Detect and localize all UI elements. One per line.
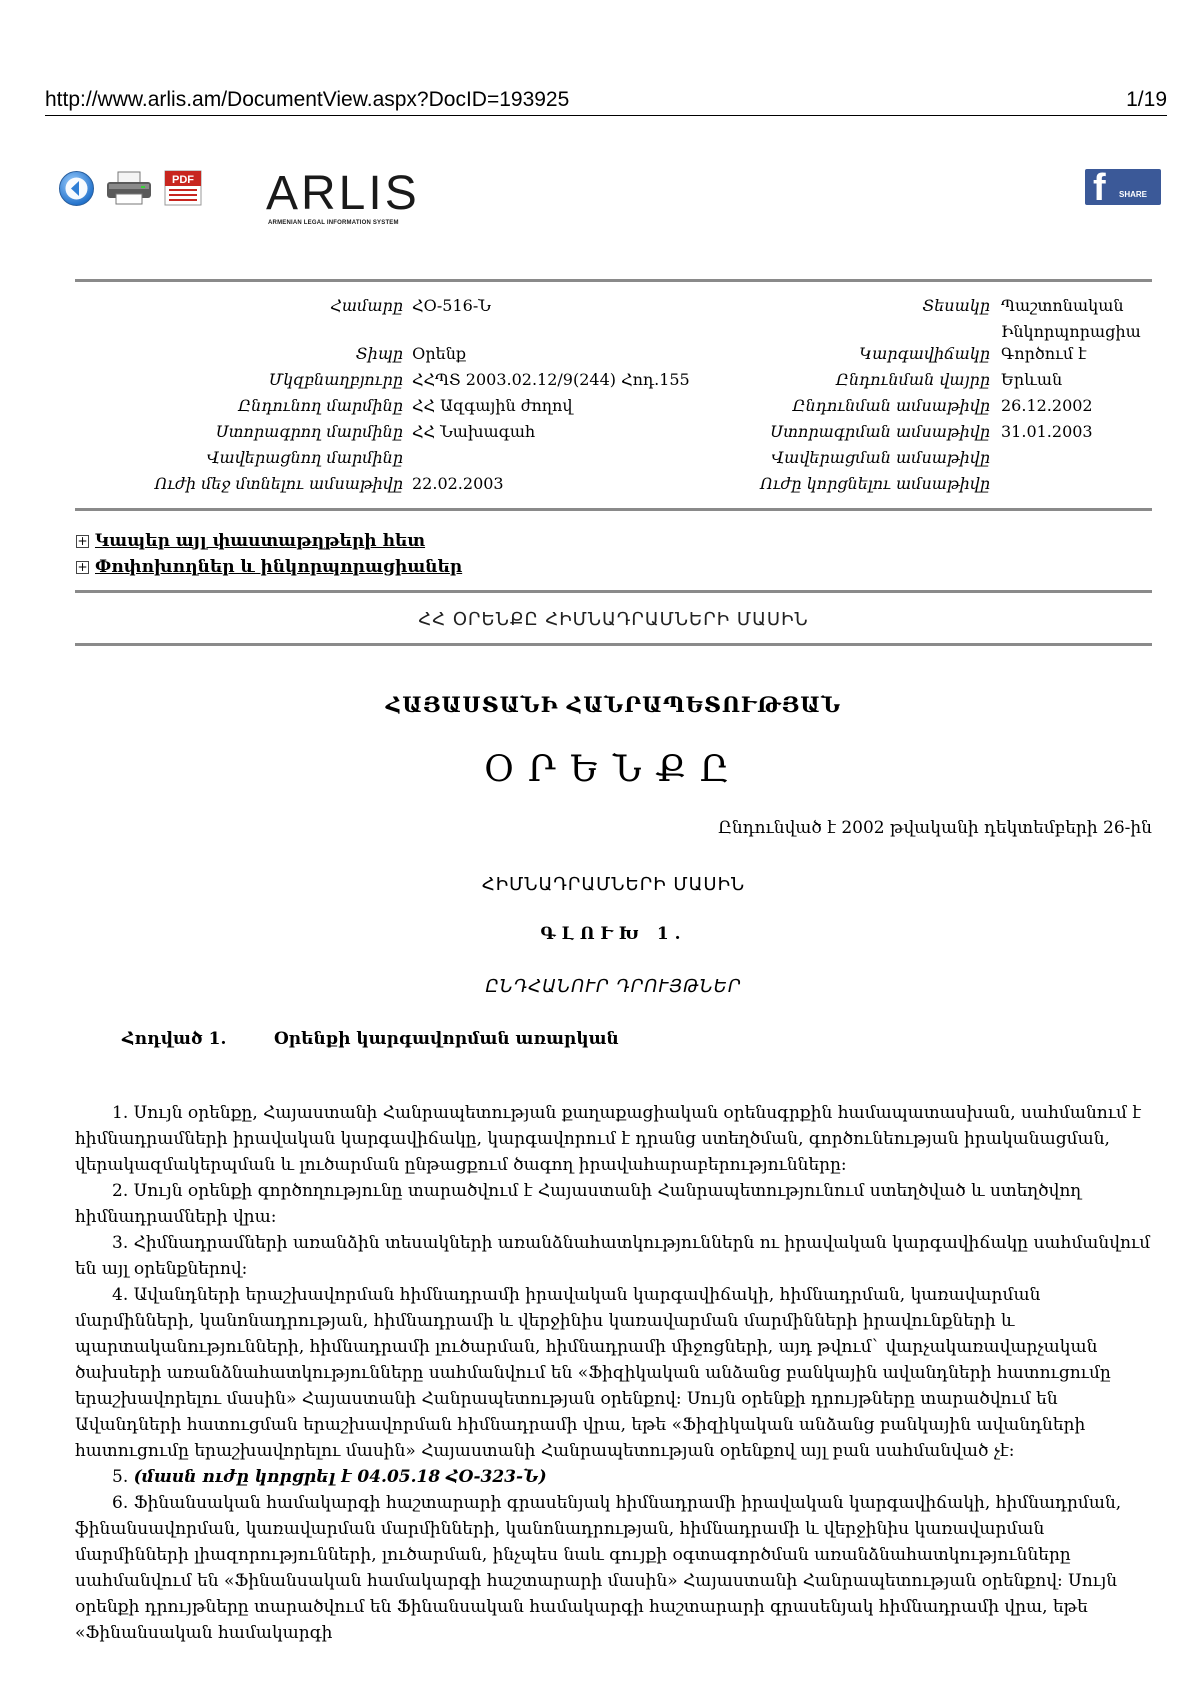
meta-left-row (0, 422, 700, 448)
meta-value: 22.02.2003 (412, 474, 504, 493)
meta-value: 31.01.2003 (1001, 422, 1093, 441)
meta-left-row (0, 296, 700, 322)
meta-label: Կարգավիճակը (859, 344, 990, 363)
paragraph-5 (75, 1464, 1162, 1490)
meta-label: Ստորագրման ամսաթիվը (770, 422, 990, 441)
meta-right-row (600, 296, 1160, 341)
meta-label: Ստորագրող մարմինը (215, 422, 403, 441)
heading-republic: ՀԱՅԱՍՏԱՆԻ ՀԱՆՐԱՊԵՏՈՒԹՅԱՆ (385, 692, 842, 717)
meta-value: ՀՕ-516-Ն (412, 296, 491, 315)
paragraph-2: 2. Սույն օրենքի գործողությունը տարածվում է Հայաստանի Հանրապետությունում ստեղծված և ստեղծվող հիմնադրամների վրա: (75, 1181, 1082, 1227)
links-toggle-related[interactable] (76, 531, 462, 557)
chapter-title: ԸՆԴՀԱՆՈՒՐ ԴՐՈՒՅԹՆԵՐ (485, 976, 742, 997)
meta-label: Վավերացման ամսաթիվը (771, 448, 990, 467)
meta-label: Տեսակը (922, 296, 990, 315)
pdf-icon[interactable] (164, 170, 202, 206)
related-links (76, 531, 462, 583)
meta-label: Տիպը (355, 344, 403, 363)
adoption-date: Ընդունված է 2002 թվականի դեկտեմբերի 26-ին (718, 818, 1152, 838)
meta-right-row (600, 396, 1160, 422)
link-related-documents[interactable]: Կապեր այլ փաստաթղթերի հետ (95, 531, 426, 551)
divider (75, 279, 1152, 282)
heading-law: ՕՐԵՆՔԸ (483, 749, 744, 790)
logo-text: ARLIS (266, 167, 420, 220)
logo-subtitle: ARMENIAN LEGAL INFORMATION SYSTEM (268, 220, 399, 226)
toolbar (58, 170, 218, 210)
law-title: ՀԻՄՆԱԴՐԱՄՆԵՐԻ ՄԱՍԻՆ (481, 874, 746, 895)
meta-value-continued: Ինկորպորացիա (1001, 322, 1141, 341)
paragraph-3: 3. Հիմնադրամների առանձին տեսակների առանձնահատկություններն ու իրավական կարգավիճակը սահմանվում են այլ օրենքներով: (75, 1233, 1151, 1279)
meta-left-row (0, 344, 700, 370)
document-url[interactable]: http://www.arlis.am/DocumentView.aspx?DocID=193925 (45, 88, 570, 111)
meta-label: Ընդունման վայրը (836, 370, 990, 389)
article-heading (122, 1029, 619, 1049)
meta-value: ՀՀ Ազգային ժողով (412, 396, 573, 415)
meta-value: Երևան (1001, 370, 1063, 389)
page-number: 1/19 (1126, 88, 1167, 111)
meta-label: Ուժը կորցնելու ամսաթիվը (760, 474, 990, 493)
meta-left-row (0, 448, 700, 474)
expand-plus-icon[interactable]: + (77, 534, 88, 548)
links-toggle-amendments[interactable] (76, 557, 462, 583)
divider (75, 643, 1152, 646)
meta-left-row (0, 396, 700, 422)
meta-right-row (600, 474, 1160, 500)
meta-label: Ընդունման ամսաթիվը (792, 396, 990, 415)
chapter-heading: ԳԼՈՒԽ 1. (540, 924, 687, 944)
article-title: Օրենքի կարգավորման առարկան (274, 1029, 619, 1049)
meta-label: Մկզբնաղբյուրը (268, 370, 403, 389)
divider (75, 590, 1152, 593)
paragraph-1: 1. Սույն օրենքը, Հայաստանի Հանրապետության քաղաքացիական օրենսգրքին համապատասխան, սահմանում է հիմնադրամների իրավական կարգավիճակը, կարգավորում է դրանց ստեղծման, գործունեության իրականացման, վերակազմակերպման և լուծարման ընթացքում ծագող իրավահարաբերությունները: (75, 1103, 1142, 1175)
meta-label: Համարը (330, 296, 403, 315)
meta-value: 26.12.2002 (1001, 396, 1093, 415)
meta-label: Ընդունող մարմինը (238, 396, 403, 415)
printer-icon[interactable] (105, 170, 153, 206)
meta-value: ՀՀ Նախագահ (412, 422, 536, 441)
meta-value: Գործում է (1001, 344, 1087, 363)
article-body (75, 1100, 1162, 1646)
page-header (45, 86, 1167, 116)
meta-value: Պաշտոնական (1001, 296, 1124, 315)
meta-right-row (600, 370, 1160, 396)
law-subtitle: ՀՀ ՕՐԵՆՔԸ ՀԻՄՆԱԴՐԱՄՆԵՐԻ ՄԱՍԻՆ (418, 609, 809, 630)
divider (75, 508, 1152, 511)
paragraph-4: 4. Ավանդների երաշխավորման հիմնադրամի իրավական կարգավիճակի, հիմնադրման, կառավարման մարմինների, կանոնադրության, հիմնադրամի և վերջինիս կառավարման մարմինների իրավունքների և պարտականությունների, հիմնադրամի լուծարման, հիմնադրամի միջոցների, այդ թվում` վարչակառավարչական ծախսերի առանձնահատկությունները սահմանվում են «Ֆիզիկական անձանց բանկային ավանդների հատուցումը երաշխավորելու մասին» Հայաստանի Հանրապետության օրենքով: Սույն օրենքի դրույթները տարածվում են Ավանդների հատուցման երաշխավորման հիմնադրամի վրա, եթե «Ֆիզիկական անձանց բանկային ավանդների հատուցումը երաշխավորելու մասին» Հայաստանի Հանրապետության օրենքով այլ բան սահմանված չէ: (75, 1285, 1111, 1461)
meta-label: Ուժի մեջ մտնելու ամսաթիվը (154, 474, 403, 493)
meta-value: ՀՀՊՏ 2003.02.12/9(244) Հոդ.155 (412, 370, 690, 389)
meta-right-row (600, 344, 1160, 370)
meta-right-row (600, 448, 1160, 474)
expand-plus-icon[interactable]: + (77, 560, 88, 574)
facebook-icon: f (1093, 167, 1106, 209)
meta-value: Օրենք (412, 344, 467, 363)
link-amendments[interactable]: Փոփոխողներ և ինկորպորացիաներ (95, 557, 463, 577)
paragraph-5-repealed: (մասն ուժը կորցրել է 04.05.18 ՀՕ-323-Ն) (133, 1467, 547, 1487)
facebook-share-button[interactable] (1085, 167, 1161, 209)
paragraph-6: 6. Ֆինանսական համակարգի հաշտարարի գրասենյակ հիմնադրամի իրավական կարգավիճակի, հիմնադրման, ֆինանսավորման, կառավարման մարմինների, կանոնադրության, հիմնադրամի և վերջինիս կառավարման մարմինների լիազորությունների, լուծարման, ինչպես նաև գույքի օգտագործման առանձնահատկությունները սահմանվում են «Ֆինանսական համակարգի հաշտարարի մասին» Հայաստանի Հանրապետության օրենքով: Սույն օրենքի դրույթները տարածվում են Ֆինանսական համակարգի հաշտարարի գրասենյակ հիմնադրամի վրա, եթե «Ֆինանսական համակարգի (75, 1493, 1122, 1643)
paragraph-5-number: 5. (112, 1467, 129, 1487)
meta-label: Վավերացնող մարմինը (206, 448, 403, 467)
meta-left-row (0, 474, 700, 500)
pdf-icon-label: PDF (172, 174, 194, 186)
meta-right-row (600, 422, 1160, 448)
article-number: Հոդված 1. (122, 1029, 227, 1049)
meta-left-row (0, 370, 700, 396)
back-circle-icon[interactable] (58, 170, 95, 207)
arlis-logo[interactable] (266, 168, 456, 230)
share-label: SHARE (1119, 190, 1148, 199)
